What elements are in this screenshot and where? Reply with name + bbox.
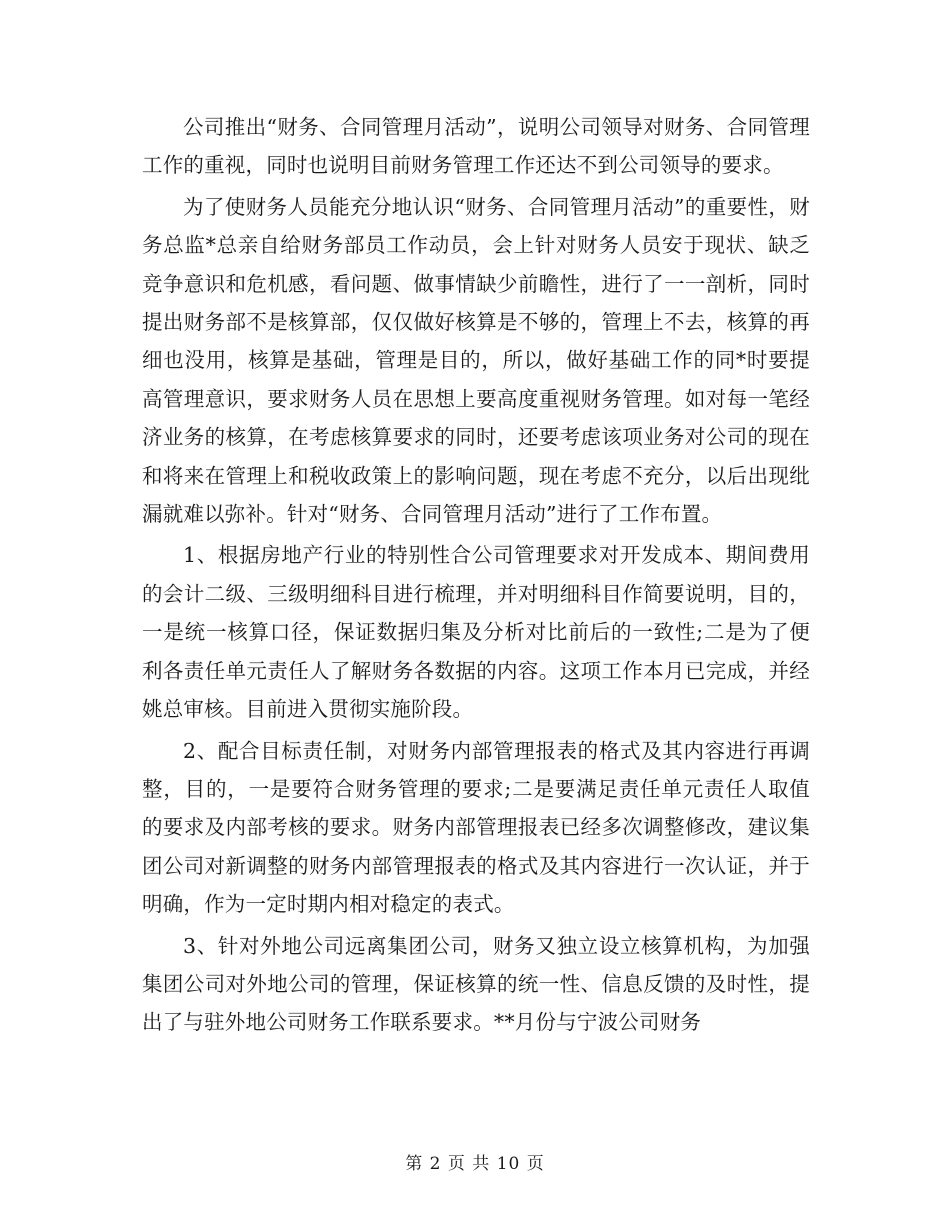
body-text bbox=[142, 108, 810, 1045]
paragraph-item-1: 1、根据房地产行业的特别性合公司管理要求对开发成本、期间费用的会计二级、三级明细科目进行梳理，并对明细科目作简要说明，目的，一是统一核算口径，保证数据归集及分析对比前后的一致性;二是为了便利各责任单元责任人了解财务各数据的内容。这项工作本月已完成，并经姚总审核。目前进入贯彻实施阶段。 bbox=[142, 543, 810, 722]
paragraph-mobilization: 为了使财务人员能充分地认识“财务、合同管理月活动”的重要性，财务总监*总亲自给财务部员工作动员，会上针对财务人员安于现状、缺乏竞争意识和危机感，看问题、做事情缺少前瞻性，进行了一一剖析，同时提出财务部不是核算部，仅仅做好核算是不够的，管理上不去，核算的再细也没用，核算是基础，管理是目的，所以，做好基础工作的同*时要提高管理意识，要求财务人员在思想上要高度重视财务管理。如对每一笔经济业务的核算，在考虑核算要求的同时，还要考虑该项业务对公司的现在和将来在管理上和税收政策上的影响问题，现在考虑不充分，以后出现纰漏就难以弥补。针对“财务、合同管理月活动”进行了工作布置。 bbox=[142, 194, 810, 527]
paragraph-item-2: 2、配合目标责任制，对财务内部管理报表的格式及其内容进行再调整，目的，一是要符合财务管理的要求;二是要满足责任单元责任人取值的要求及内部考核的要求。财务内部管理报表已经多次调整修改，建议集团公司对新调整的财务内部管理报表的格式及其内容进行一次认证，并于明确，作为一定时期内相对稳定的表式。 bbox=[142, 738, 810, 917]
paragraph-item-3: 3、针对外地公司远离集团公司，财务又独立设立核算机构，为加强集团公司对外地公司的管理，保证核算的统一性、信息反馈的及时性，提出了与驻外地公司财务工作联系要求。**月份与宁波公司财务 bbox=[142, 933, 810, 1035]
page-number-footer: 第 2 页 共 10 页 bbox=[405, 1154, 545, 1174]
paragraph-intro: 公司推出“财务、合同管理月活动”，说明公司领导对财务、合同管理工作的重视，同时也说明目前财务管理工作还达不到公司领导的要求。 bbox=[142, 115, 810, 178]
